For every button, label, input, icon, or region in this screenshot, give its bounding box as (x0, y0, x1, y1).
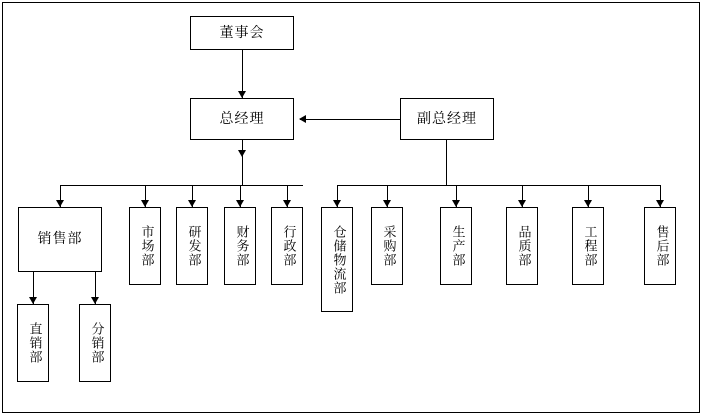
connector-deputy-stem (446, 140, 447, 185)
node-quality-dept[interactable]: 品质部 (506, 207, 538, 285)
node-production-dept[interactable]: 生产部 (440, 207, 472, 285)
arrow-rnd (188, 200, 196, 207)
node-general-manager[interactable]: 总经理 (190, 98, 294, 140)
node-finance-dept[interactable]: 财务部 (224, 207, 256, 285)
arrow-production (452, 200, 460, 207)
node-direct-sales-dept[interactable]: 直销部 (17, 304, 49, 382)
bus-right-departments (337, 185, 660, 186)
arrow-engineering (584, 200, 592, 207)
arrow-purchasing (383, 200, 391, 207)
connector-gm-stem (242, 140, 243, 185)
node-sales-dept[interactable]: 销售部 (18, 207, 102, 272)
node-market-dept[interactable]: 市场部 (129, 207, 161, 285)
arrow-finance (236, 200, 244, 207)
arrow-quality (518, 200, 526, 207)
node-after-sales-dept[interactable]: 售后部 (644, 207, 676, 285)
arrow-after-sales (656, 200, 664, 207)
connector-deputy-to-gm (300, 119, 400, 120)
node-rnd-dept[interactable]: 研发部 (176, 207, 208, 285)
node-admin-dept[interactable]: 行政部 (271, 207, 303, 285)
node-engineering-dept[interactable]: 工程部 (572, 207, 604, 285)
arrow-sales (56, 200, 64, 207)
node-deputy-general-manager[interactable]: 副总经理 (400, 98, 494, 140)
arrow-warehouse (333, 200, 341, 207)
arrow-deputy-to-gm (299, 115, 306, 123)
arrow-gm-stem (238, 150, 246, 157)
node-purchasing-dept[interactable]: 采购部 (371, 207, 403, 285)
arrow-market (141, 200, 149, 207)
arrow-distribution (91, 297, 99, 304)
node-board[interactable]: 董事会 (190, 16, 294, 50)
arrow-board-to-gm (238, 91, 246, 98)
node-distribution-dept[interactable]: 分销部 (79, 304, 111, 382)
arrow-admin (283, 200, 291, 207)
arrow-direct-sales (29, 297, 37, 304)
bus-left-departments (60, 185, 303, 186)
node-warehouse-logistics-dept[interactable]: 仓储物流部 (321, 207, 353, 312)
